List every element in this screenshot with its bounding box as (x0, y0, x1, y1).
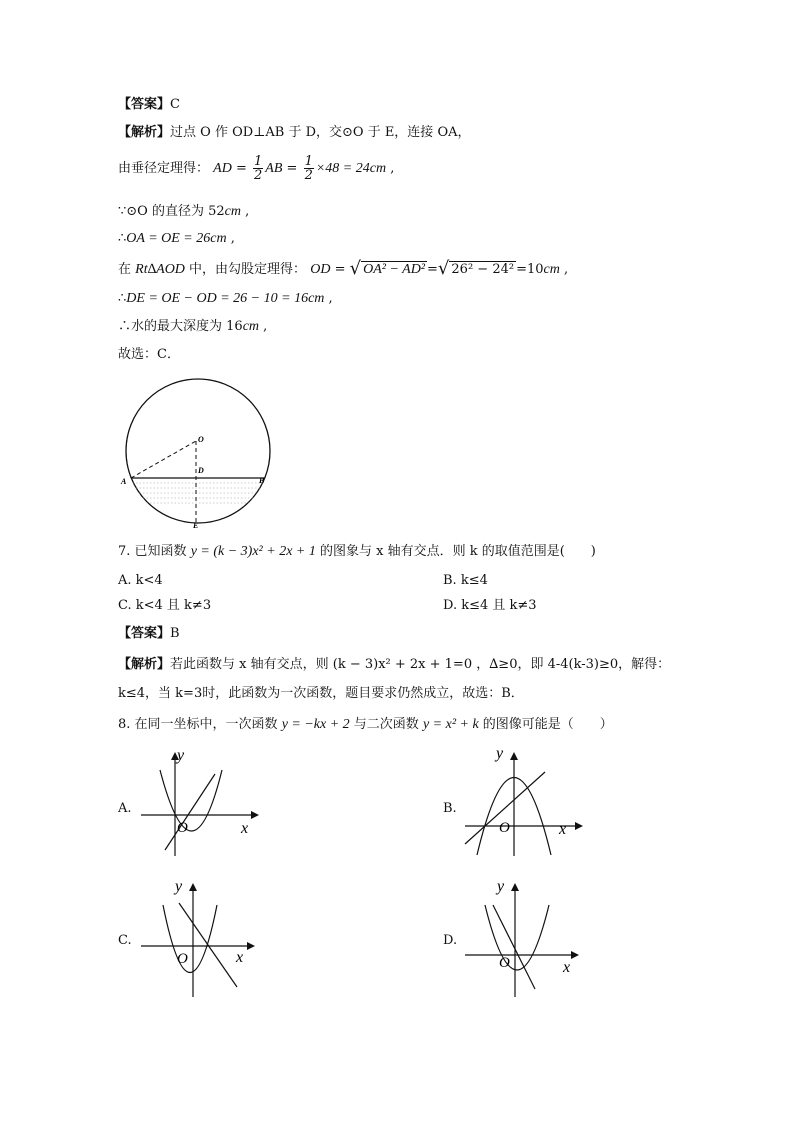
svg-text:O: O (177, 951, 188, 967)
q6-step-oa: ∴OA = OE = 26cm , (118, 231, 235, 246)
q8-graph-c[interactable] (135, 875, 265, 1000)
q6-analysis-line (118, 124, 471, 142)
svg-text:y: y (177, 747, 185, 764)
q6-step-diameter: ∵⊙O 的直径为 52cm , (118, 204, 250, 219)
label-e: E (193, 521, 199, 530)
svg-text:x: x (563, 959, 571, 976)
svg-text:y: y (496, 745, 504, 762)
q8-graph-b[interactable] (459, 740, 589, 860)
q7-option-d[interactable]: D. k≤4 且 k≠3 (443, 598, 537, 613)
svg-text:y: y (497, 878, 505, 895)
svg-text:x: x (241, 820, 249, 837)
label-o: O (198, 435, 204, 444)
q6-step-pythagoras: 在 Rt∆AOD 中，由勾股定理得： OD = √ OA² − AD² =√ 26² − 24² =10cm , (118, 258, 569, 279)
svg-text:x: x (559, 821, 567, 838)
q7-option-a[interactable]: A. k<4 (118, 573, 163, 588)
q6-answer-line (118, 96, 180, 114)
q7-stem: 7. 已知函数 y = (k − 3)x² + 2x + 1 的图象与 x 轴有交点．则 k 的取值范围是( ) (118, 544, 596, 559)
q8-option-c-label[interactable]: C. (118, 933, 132, 948)
svg-text:O: O (499, 955, 510, 971)
label-b: B (259, 476, 265, 485)
label-a: A (121, 477, 127, 486)
analysis-label: 【解析】 (118, 125, 171, 140)
circle-figure (112, 372, 282, 532)
q7-option-b[interactable]: B. k≤4 (443, 573, 488, 588)
q8-option-d-label[interactable]: D. (443, 933, 458, 948)
q7-option-c[interactable]: C. k<4 且 k≠3 (118, 598, 212, 613)
answer-value: C (170, 97, 180, 112)
q6-step-depth: ∴水的最大深度为 16cm , (118, 319, 268, 334)
q7-analysis-line1: 【解析】若此函数与 x 轴有交点，则 (k − 3)x² + 2x + 1=0 ，∆≥0，即 4-4(k-3)≥0，解得： (118, 657, 671, 672)
q8-graph-d[interactable] (459, 875, 589, 1000)
q8-option-a-label[interactable]: A. (118, 801, 132, 816)
q7-analysis-line2: k≤4，当 k=3时，此函数为一次函数，题目要求仍然成立，故选：B． (118, 686, 524, 701)
q8-graph-a[interactable] (135, 740, 265, 860)
q6-step-perpendicular: 由垂径定理得： AD = $\frac{1}{2}$ AB = $\frac{1}{2}$ ×48 = 24cm , (118, 154, 395, 183)
svg-text:y: y (175, 878, 183, 895)
q8-option-b-label[interactable]: B. (443, 801, 457, 816)
analysis-text: 过点 O 作 OD⊥AB 于 D，交⊙O 于 E，连接 OA， (170, 125, 471, 140)
q7-answer-line: 【答案】B (118, 626, 180, 641)
label-d: D (198, 466, 204, 475)
q8-stem: 8. 在同一坐标中，一次函数 y = −kx + 2 与二次函数 y = x² + k 的图像可能是（ ） (118, 717, 613, 732)
q6-conclusion: 故选：C． (118, 347, 180, 362)
svg-text:x: x (236, 949, 244, 966)
svg-text:O: O (177, 820, 188, 836)
answer-label: 【答案】 (118, 97, 171, 112)
svg-text:O: O (499, 820, 510, 836)
q6-step-de: ∴DE = OE − OD = 26 − 10 = 16cm , (118, 291, 333, 306)
